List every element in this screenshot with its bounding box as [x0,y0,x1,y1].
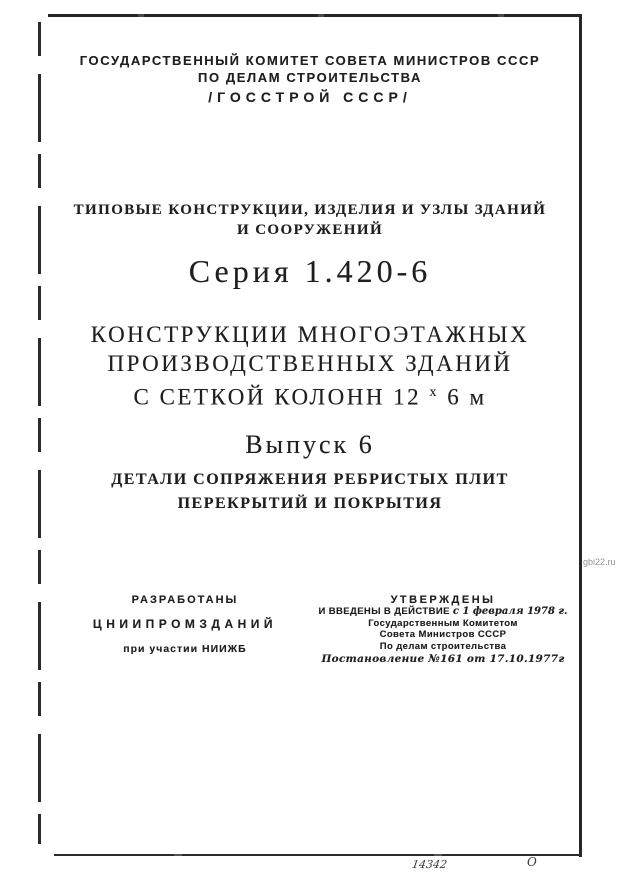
approved-construction-line: По делам строительства [379,640,507,652]
issue-number: Выпуск 6 [245,430,375,459]
typical-constructions-heading [40,200,580,240]
developed-by-block [60,594,310,655]
effective-date-handwritten: с 1 февраля 1978 г. [452,606,568,617]
authority-line-2: ПО ДЕЛАМ СТРОИТЕЛЬСТВА [198,70,422,85]
typical-line-1: ТИПОВЫЕ КОНСТРУКЦИИ, ИЗДЕЛИЯ И УЗЛЫ ЗДАНИЙ [73,202,547,218]
document-title [40,320,580,412]
authority-line-1: ГОСУДАРСТВЕННЫЙ КОМИТЕТ СОВЕТА МИНИСТРОВ СССР [79,53,541,68]
frame-top-border [48,14,582,17]
authority-line-3: /ГОССТРОЙ СССР/ [208,89,412,105]
issue-subtitle [40,468,580,516]
authority-header [40,52,580,105]
title-line-3: С СЕТКОЙ КОЛОНН 12 $^х$ 6 м [133,384,487,410]
developed-participation: при участии НИИЖБ [123,643,247,655]
approved-by-block [315,594,571,665]
approved-effective-line: И ВВЕДЕНЫ В ДЕЙСТВИЕ с 1 февраля 1978 г. [318,606,568,617]
approved-council-line: Совета Министров СССР [379,629,507,640]
issue-subtitle-line-2: ПЕРЕКРЫТИЙ И ПОКРЫТИЯ [177,495,443,512]
developed-organization: ЦНИИПРОМЗДАНИЙ [92,617,278,631]
approved-committee-line: Государственным Комитетом [368,617,518,629]
footer-inventory-code: 14342 [411,858,448,871]
series-number: Серия 1.420-6 [188,253,432,289]
footer-letter-mark: О [527,855,537,869]
site-watermark: gbi22.ru [583,557,616,567]
approved-label: УТВЕРЖДЕНЫ [390,594,496,606]
title-line-1: КОНСТРУКЦИИ МНОГОЭТАЖНЫХ [90,322,530,347]
frame-bottom-border [54,854,582,856]
typical-line-2: И СООРУЖЕНИЙ [236,222,384,238]
resolution-line: Постановление №161 от 17.10.1977г [321,653,565,665]
issue-subtitle-line-1: ДЕТАЛИ СОПРЯЖЕНИЯ РЕБРИСТЫХ ПЛИТ [111,471,509,488]
title-line-2: ПРОИЗВОДСТВЕННЫХ ЗДАНИЙ [107,351,513,376]
developed-label: РАЗРАБОТАНЫ [131,594,239,606]
multiplication-x: х [429,385,439,400]
